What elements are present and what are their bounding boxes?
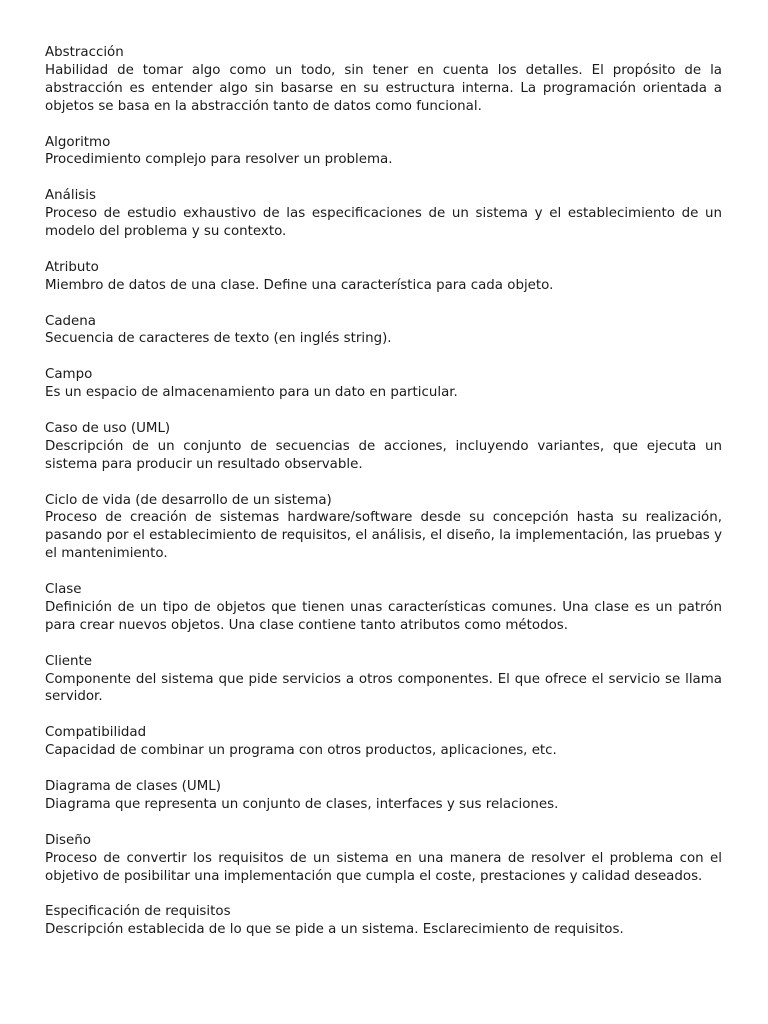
glossary-entry-atributo — [45, 259, 722, 295]
glossary-entry-compatibilidad — [45, 724, 722, 760]
glossary-term: Algoritmo — [45, 134, 111, 150]
glossary-page — [45, 44, 722, 957]
glossary-entry-algoritmo — [45, 134, 722, 170]
glossary-entry-clase — [45, 581, 722, 635]
glossary-term: Especificación de requisitos — [45, 904, 231, 920]
glossary-entry-diseno — [45, 832, 722, 886]
glossary-term: Compatibilidad — [45, 725, 147, 741]
glossary-entry-especificacion-de-requisitos — [45, 903, 722, 939]
glossary-term: Diagrama de clases (UML) — [45, 778, 221, 794]
glossary-term: Ciclo de vida (de desarrollo de un sistema) — [45, 492, 332, 508]
glossary-definition: Proceso de convertir los requisitos de un sistema en una manera de resolver el problema con el objetivo de posibilitar una implementación que cumpla el coste, prestaciones y calidad deseados. — [45, 850, 722, 884]
glossary-entry-ciclo-de-vida — [45, 492, 722, 564]
glossary-term: Campo — [45, 367, 93, 383]
glossary-entry-campo — [45, 366, 722, 402]
glossary-definition: Proceso de creación de sistemas hardware/software desde su concepción hasta su realización, pasando por el establecimiento de requisitos, el análisis, el diseño, la implementación, las pruebas y el mantenimiento. — [45, 510, 722, 562]
glossary-entry-analisis — [45, 187, 722, 241]
glossary-term: Diseño — [45, 832, 91, 848]
glossary-definition: Miembro de datos de una clase. Define una característica para cada objeto. — [45, 277, 554, 293]
glossary-entry-cadena — [45, 313, 722, 349]
glossary-term: Cliente — [45, 653, 93, 669]
glossary-definition: Diagrama que representa un conjunto de clases, interfaces y sus relaciones. — [45, 796, 559, 812]
glossary-definition: Proceso de estudio exhaustivo de las especificaciones de un sistema y el establecimiento de un modelo del problema y su contexto. — [45, 206, 722, 240]
glossary-definition: Capacidad de combinar un programa con otros productos, aplicaciones, etc. — [45, 743, 557, 759]
glossary-term: Clase — [45, 582, 82, 598]
glossary-definition: Secuencia de caracteres de texto (en inglés string). — [45, 331, 392, 347]
glossary-term: Abstracción — [45, 45, 124, 60]
glossary-term: Atributo — [45, 259, 99, 275]
glossary-definition: Es un espacio de almacenamiento para un dato en particular. — [45, 385, 458, 401]
glossary-entry-cliente — [45, 653, 722, 707]
glossary-term: Análisis — [45, 188, 96, 204]
glossary-term: Cadena — [45, 313, 96, 329]
glossary-entry-caso-de-uso — [45, 420, 722, 474]
glossary-definition: Habilidad de tomar algo como un todo, sin tener en cuenta los detalles. El propósito de la abstracción es entender algo sin basarse en su estructura interna. La programación orientada a objetos se basa en la abstracción tanto de datos como funcional. — [45, 62, 722, 114]
glossary-entry-diagrama-de-clases — [45, 778, 722, 814]
glossary-definition: Definición de un tipo de objetos que tienen unas características comunes. Una clase es un patrón para crear nuevos objetos. Una clase contiene tanto atributos como métodos. — [45, 599, 722, 633]
glossary-definition: Descripción establecida de lo que se pide a un sistema. Esclarecimiento de requisitos. — [45, 922, 624, 938]
glossary-definition: Componente del sistema que pide servicios a otros componentes. El que ofrece el servicio se llama servidor. — [45, 671, 722, 705]
glossary-definition: Procedimiento complejo para resolver un problema. — [45, 152, 393, 168]
glossary-entry-abstraccion — [45, 44, 722, 116]
glossary-definition: Descripción de un conjunto de secuencias de acciones, incluyendo variantes, que ejecuta un sistema para producir un resultado observable. — [45, 438, 722, 472]
glossary-term: Caso de uso (UML) — [45, 420, 171, 436]
